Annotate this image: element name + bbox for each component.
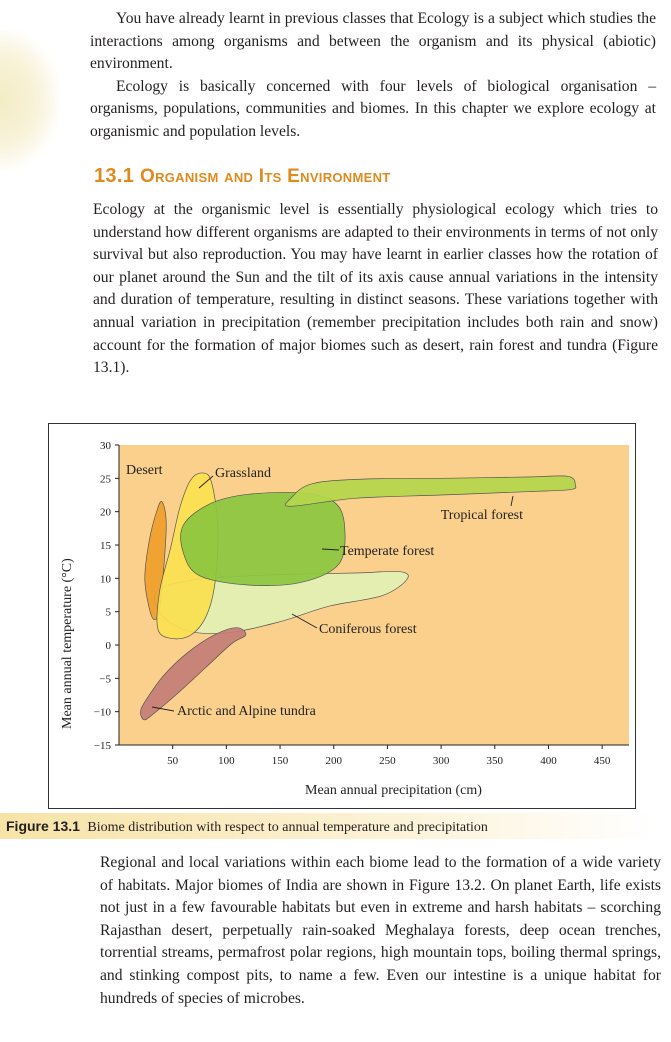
section-number: 13.1	[94, 165, 135, 187]
section-heading	[94, 165, 391, 188]
biome-region-temperate-forest	[181, 492, 345, 585]
y-tick-label: 5	[105, 606, 111, 619]
intro-paragraph-1: You have already learnt in previous classes that Ecology is a subject which studies the interactions among organisms and between the organism and its physical (abiotic) environment.	[90, 10, 656, 73]
x-tick-label: 350	[486, 755, 504, 767]
figure-caption-text: Biome distribution with respect to annual temperature and precipitation	[87, 820, 488, 835]
biome-label-desert: Desert	[126, 463, 163, 478]
biome-label-tropical: Tropical forest	[440, 508, 523, 523]
y-tick-label: 20	[100, 506, 111, 519]
x-axis-title: Mean annual precipitation (cm)	[305, 783, 482, 798]
intro-text	[90, 8, 656, 144]
y-tick-label: 0	[105, 640, 111, 652]
y-tick-label: 15	[100, 540, 111, 552]
biome-label-coniferous: Coniferous forest	[319, 622, 417, 637]
section-title: Organism and Its Environment	[140, 166, 391, 187]
page-side-tab	[0, 30, 60, 170]
y-axis-title: Mean annual temperature (°C)	[60, 558, 75, 729]
biome-chart	[49, 424, 635, 808]
y-tick-label: −10	[93, 706, 111, 719]
section-text	[93, 199, 658, 380]
figure-13-1-frame	[48, 423, 636, 809]
x-tick-label: 100	[218, 755, 235, 767]
x-tick-label: 150	[271, 755, 289, 767]
after-paragraph: Regional and local variations within each biome lead to the formation of a wide variety of habitats. Major biomes of India are shown in Figure 13.2. On planet Earth, life exists not just in a few favourable habitats but even in extreme and harsh habitats – scorching Rajasthan desert, perpetually rain-soaked Meghalaya forests, deep ocean trenches, torrential streams, permafrost polar regions, high mountain tops, boiling thermal springs, and stinking compost pits, to name a few. Even our intestine is a unique habitat for hundreds of species of microbes.	[100, 854, 661, 1007]
figure-label: Figure 13.1	[6, 818, 80, 834]
x-tick-label: 200	[325, 755, 342, 767]
biome-label-tundra: Arctic and Alpine tundra	[177, 704, 316, 719]
figure-caption	[0, 813, 654, 839]
x-tick-label: 300	[432, 755, 450, 767]
y-tick-label: 25	[100, 473, 111, 486]
y-tick-label: 10	[100, 573, 111, 586]
x-tick-label: 50	[167, 755, 179, 767]
biome-label-temperate: Temperate forest	[340, 544, 435, 559]
x-tick-label: 450	[593, 755, 611, 767]
x-tick-label: 250	[379, 755, 396, 767]
section-paragraph: Ecology at the organismic level is essentially physiological ecology which tries to understand how different organisms are adapted to their environments in terms of not only survival but also reproduction. You may have learnt in earlier classes how the rotation of our planet around the Sun and the tilt of its axis cause annual variations in the intensity and duration of temperature, resulting in distinct seasons. These variations together with annual variation in precipitation (remember precipitation includes both rain and snow) account for the formation of major biomes such as desert, rain forest and tundra (Figure 13.1).	[93, 201, 658, 377]
after-text	[100, 852, 661, 1010]
intro-paragraph-2: Ecology is basically concerned with four levels of biological organisation – organisms, populations, communities and biomes. In this chapter we explore ecology at organismic and population levels.	[90, 77, 656, 140]
biome-label-grassland: Grassland	[215, 466, 271, 481]
y-tick-label: 30	[100, 440, 111, 452]
x-tick-label: 400	[540, 755, 557, 767]
y-tick-label: −5	[99, 673, 111, 686]
y-tick-label: −15	[93, 740, 111, 752]
